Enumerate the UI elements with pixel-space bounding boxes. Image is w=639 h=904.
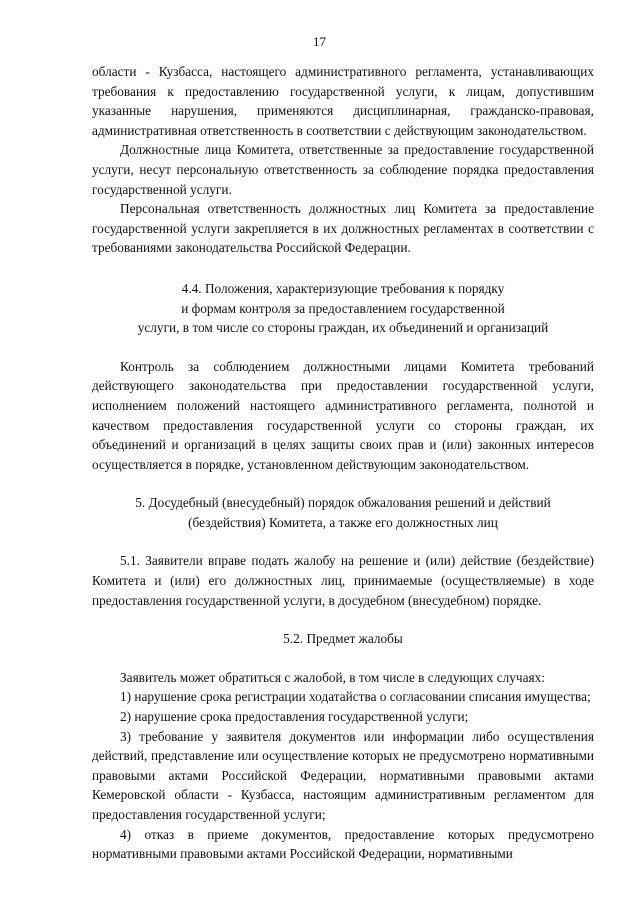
section-4-4-heading-line3: услуги, в том числе со стороны граждан, их объединений и организаций [137,320,549,336]
section-4-4-heading-line2: и формам контроля за предоставлением государственной [181,300,505,316]
paragraph-personal-responsibility: Персональная ответственность должностных лиц Комитета за предоставление государственной услуги закрепляется в их должностных регламентах в соответствии с требованиями законодательства Российской Федерации. [92,201,594,256]
page-number: 17 [313,34,326,49]
list-item: 2) нарушение срока предоставления государственной услуги; [120,709,469,725]
section-5-2-heading: 5.2. Предмет жалобы [283,631,403,647]
section-4-4-body: Контроль за соблюдением должностными лицами Комитета требований действующего законодательства при предоставлении государственной услуги, исполнением положений настоящего административного регламента, полнотой и качеством предоставления государственной услуги со стороны граждан, их объединений и организаций в целях защиты своих прав и (или) законных интересов осуществляется в порядке, установленном действующим законодательством. [92,358,594,472]
list-item: 1) нарушение срока регистрации ходатайства о согласовании списания имущества; [120,689,591,705]
section-5-heading-line2: (бездействия) Комитета, а также его должностных лиц [188,514,498,530]
paragraph-responsibility-continued: области - Кузбасса, настоящего административного регламента, устанавливающих требования к предоставлению государственной услуги, к лицам, допустившим указанные нарушения, применяются дисциплинарная, гражданско-правовая, административная ответственность в соответствии с действующим законодательством. [92,64,594,138]
section-4-4-heading [92,279,594,338]
section-5-2-intro: Заявитель может обратиться с жалобой, в том числе в следующих случаях: [120,669,545,685]
paragraph-officials-responsibility: Должностные лица Комитета, ответственные за предоставление государственной услуги, несут персональную ответственность за соблюдение порядка предоставления государственной услуги. [92,142,594,197]
section-4-4-heading-line1: 4.4. Положения, характеризующие требования к порядку [181,280,505,296]
page-content [92,62,594,864]
list-item: 3) требование у заявителя документов или информации либо осуществления действий, представление или осуществление которых не предусмотрено нормативными правовыми актами Российской Федерации, нормативными правовыми актами Кемеровской области - Кузбасса, настоящим административным регламентом для предоставления государственной услуги; [92,728,594,822]
list-item: 4) отказ в приеме документов, предоставление которых предусмотрено нормативными правовыми актами Российской Федерации, нормативными [92,826,594,862]
section-5-heading-line1: 5. Досудебный (внесудебный) порядок обжалования решений и действий [135,495,551,511]
section-5-heading [92,493,594,532]
section-5-1-body: 5.1. Заявители вправе подать жалобу на решение и (или) действие (бездействие) Комитета и (или) его должностных лиц, принимаемые (осуществляемые) в ходе предоставления государственной услуги, в досудебном (внесудебном) порядке. [92,553,594,608]
